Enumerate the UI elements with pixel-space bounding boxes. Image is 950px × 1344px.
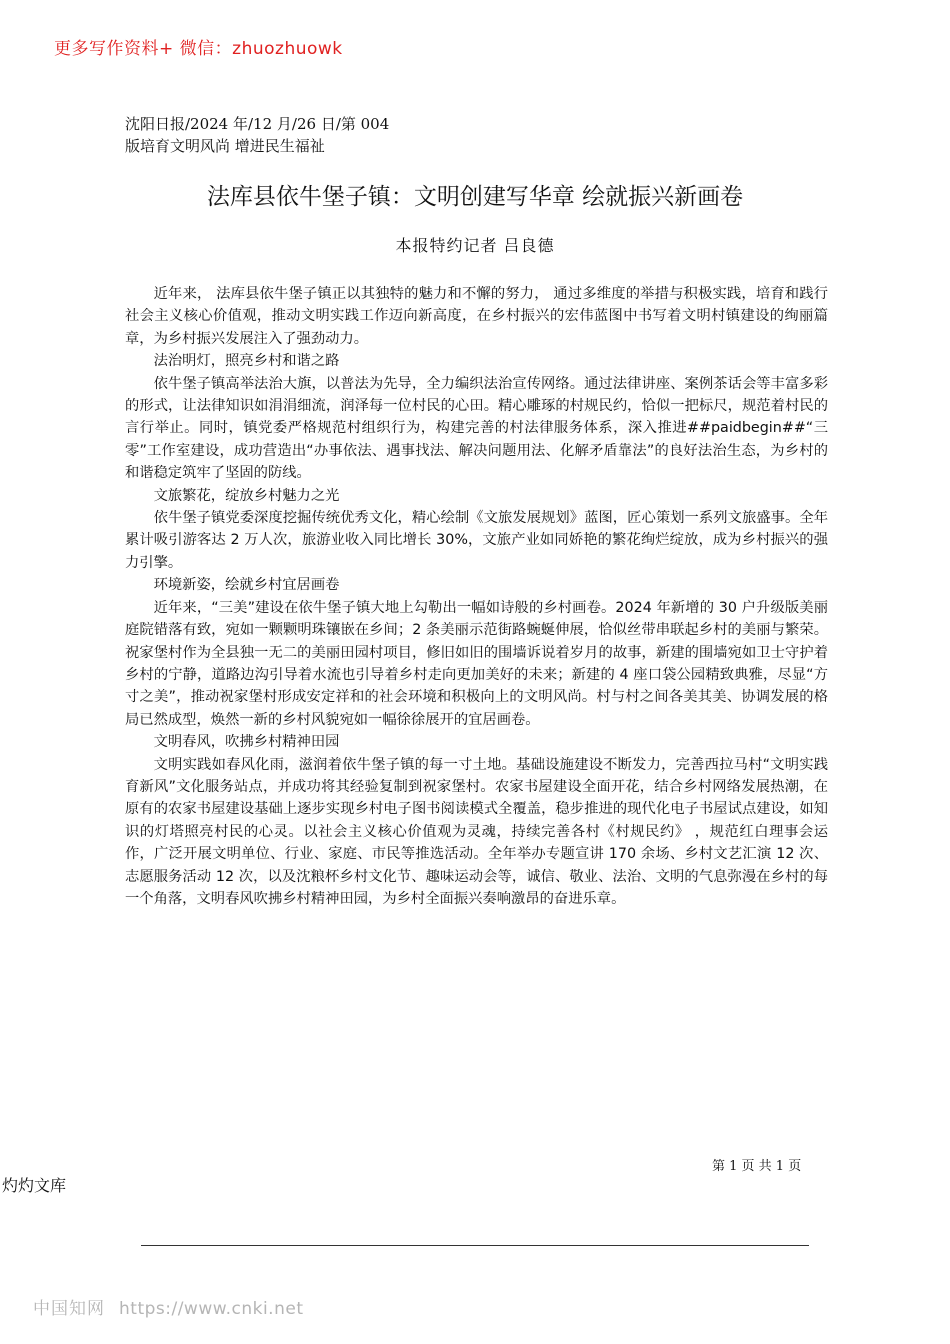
- article-body: [125, 283, 828, 910]
- promo-banner: 更多写作资料+ 微信：zhuozhuowk: [54, 39, 343, 59]
- page-number: 第 1 页 共 1 页: [712, 1159, 802, 1174]
- paragraph-law: 依牛堡子镇高举法治大旗，以普法为先导，全力编织法治宣传网络。通过法律讲座、案例茶话会等丰富多彩的形式，让法律知识如涓涓细流，润泽每一位村民的心田。精心雕琢的村规民约，恰似一把标尺，规范着村民的言行举止。同时，镇党委严格规范村组织行为，构建完善的村法律服务体系，深入推进##paidbegin##“三零”工作室建设，成功营造出“办事依法、遇事找法、解决问题用法、化解矛盾靠法”的良好法治生态，为乡村的和谐稳定筑牢了坚固的防线。: [125, 375, 828, 482]
- paragraph-civilization: 文明实践如春风化雨，滋润着依牛堡子镇的每一寸土地。基础设施建设不断发力，完善西拉马村“文明实践育新风”文化服务站点，并成功将其经验复制到祝家堡村。农家书屋建设全面开花，结合乡村网络发展热潮，在原有的农家书屋建设基础上逐步实现乡村电子图书阅读模式全覆盖，稳步推进的现代化电子书屋试点建设，如知识的灯塔照亮村民的心灵。以社会主义核心价值观为灵魂，持续完善各村《村规民约》 ，规范红白理事会运作，广泛开展文明单位、行业、家庭、市民等推选活动。全年举办专题宣讲 170 余场、乡村文艺汇演 12 次、志愿服务活动 12 次，以及沈粮杯乡村文化节、趣味运动会等，诚信、敬业、法治、文明的气息弥漫在乡村的每一个角落，文明春风吹拂乡村精神田园，为乡村全面振兴奏响激昂的奋进乐章。: [125, 756, 828, 907]
- source-line-1: 沈阳日报/2024 年/12 月/26 日/第 004: [125, 115, 390, 133]
- source-citation: [125, 113, 389, 157]
- watermark-name: 中国知网: [33, 1299, 105, 1319]
- paragraph-intro: 近年来， 法库县依牛堡子镇正以其独特的魅力和不懈的努力， 通过多维度的举措与积极实践，培育和践行社会主义核心价值观，推动文明实践工作迈向新高度，在乡村振兴的宏伟蓝图中书写着文明村镇建设的绚丽篇章，为乡村振兴发展注入了强劲动力。: [125, 286, 828, 347]
- section-heading-environment: 环境新姿，绘就乡村宜居画卷: [153, 577, 340, 594]
- paragraph-tourism: 依牛堡子镇党委深度挖掘传统优秀文化，精心绘制《文旅发展规划》蓝图，匠心策划一系列文旅盛事。全年累计吸引游客达 2 万人次，旅游业收入同比增长 30%，文旅产业如同娇艳的繁花绚烂绽放，成为乡村振兴的强力引擎。: [125, 510, 828, 571]
- section-heading-law: 法治明灯，照亮乡村和谐之路: [153, 353, 340, 370]
- article-byline: 本报特约记者 吕良德: [395, 236, 555, 255]
- footer-divider: [141, 1245, 809, 1246]
- watermark-url: https://www.cnki.net: [119, 1299, 304, 1319]
- paragraph-environment: 近年来，“三美”建设在依牛堡子镇大地上勾勒出一幅如诗般的乡村画卷。2024 年新增的 30 户升级版美丽庭院错落有致，宛如一颗颗明珠镶嵌在乡间；2 条美丽示范街路蜿蜒伸展，恰似丝带串联起乡村的美丽与繁荣。祝家堡村作为全县独一无二的美丽田园村项目，修旧如旧的围墙诉说着岁月的故事，新建的围墙宛如卫士守护着乡村的宁静，道路边沟引导着水流也引导着乡村走向更加美好的未来；新建的 4 座口袋公园精致典雅，尽显“方寸之美”，推动祝家堡村形成安定祥和的社会环境和积极向上的文明风尚。村与村之间各美其美、协调发展的格局已然成型，焕然一新的乡村风貌宛如一幅徐徐展开的宜居画卷。: [125, 599, 828, 728]
- watermark: [33, 1294, 303, 1319]
- article-title: 法库县依牛堡子镇：文明创建写华章 绘就振兴新画卷: [206, 184, 744, 210]
- section-heading-tourism: 文旅繁花，绽放乡村魅力之光: [153, 487, 340, 504]
- brand-label: 灼灼文库: [2, 1176, 67, 1195]
- section-heading-civilization: 文明春风，吹拂乡村精神田园: [153, 734, 340, 751]
- source-line-2: 版培育文明风尚 增进民生福祉: [125, 137, 325, 155]
